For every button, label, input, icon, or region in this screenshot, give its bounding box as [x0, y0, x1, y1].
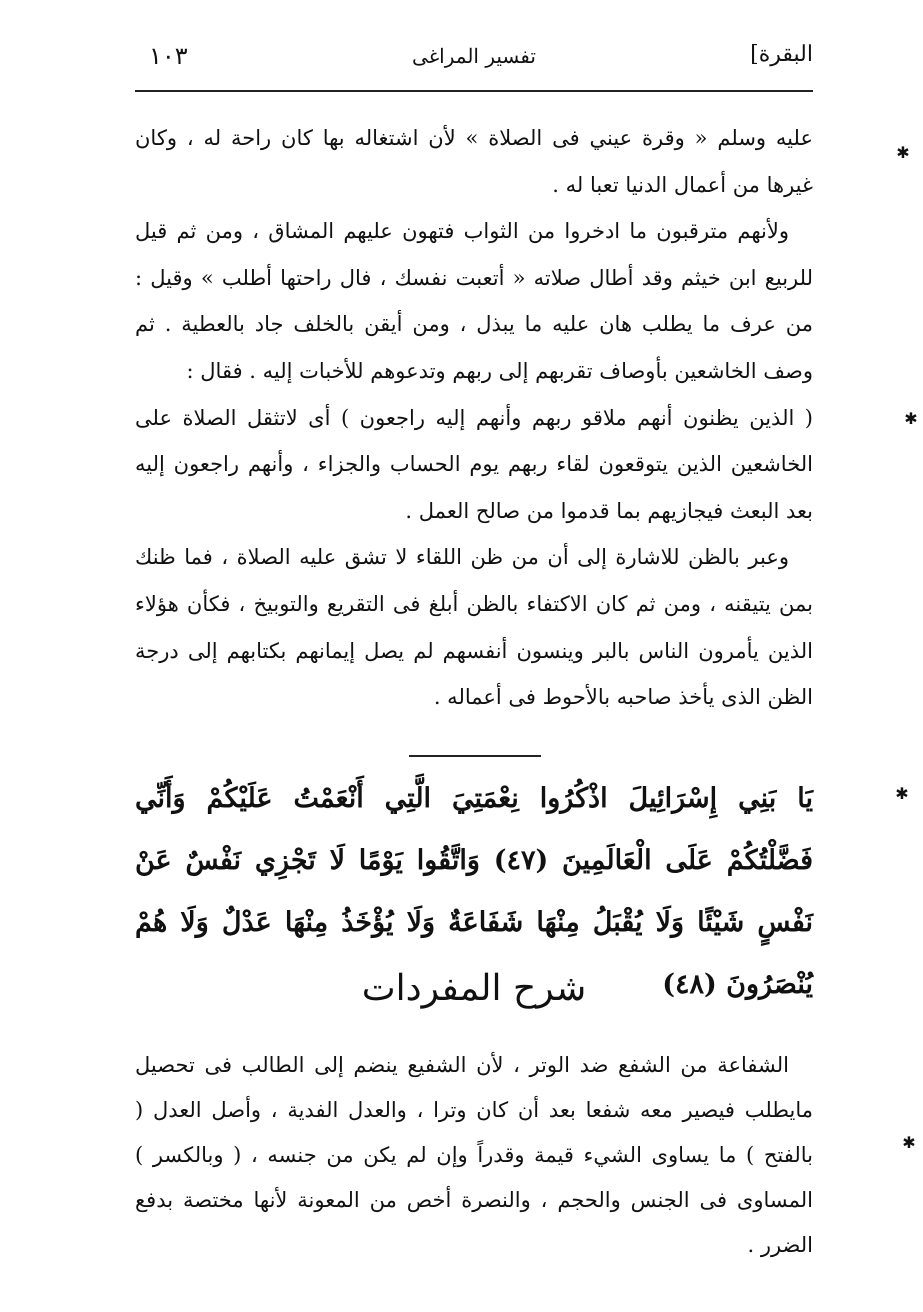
commentary-text — [135, 115, 813, 721]
vocabulary-definitions — [135, 1043, 813, 1268]
paragraph: وعبر بالظن للاشارة إلى أن من ظن اللقاء لا تشق عليه الصلاة ، فما ظنك بمن يتيقنه ، ومن ثم كان الاكتفاء بالظن أبلغ فى التقريع والتوبيخ ، فكأن هؤلاء الذين يأمرون الناس بالبر وينسون أنفسهم لم يصل إيمانهم بكتابهم إلى درجة الظن الذى يأخذ صاحبه بالأحوط فى أعماله . — [135, 545, 813, 710]
margin-ink-mark: ✱ — [895, 784, 909, 803]
margin-ink-mark: ✱ — [896, 143, 910, 162]
section-heading: شرح المفردات — [361, 968, 587, 1009]
margin-ink-mark: ✱ — [904, 409, 918, 428]
section-separator — [409, 755, 541, 757]
quran-verse: يَا بَنِي إِسْرَائِيلَ اذْكُرُوا نِعْمَتِيَ الَّتِي أَنْعَمْتُ عَلَيْكُمْ وَأَنِّي فَضَّلْتُكُمْ عَلَى الْعَالَمِينَ (٤٧) وَاتَّقُوا يَوْمًا لَا تَجْزِي نَفْسٌ عَنْ نَفْسٍ شَيْئًا وَلَا يُقْبَلُ مِنْهَا شَفَاعَةٌ وَلَا يُؤْخَذُ مِنْهَا عَدْلٌ وَلَا هُمْ يُنْصَرُونَ (٤٨) — [135, 783, 813, 1000]
margin-ink-mark: ✱ — [902, 1133, 916, 1152]
page-header — [135, 40, 813, 90]
book-title: تفسير المراغى — [412, 44, 536, 68]
paragraph: الشفاعة من الشفع ضد الوتر ، لأن الشفيع ينضم إلى الطالب فى تحصيل مايطلب فيصير معه شفعا بعد أن كان وترا ، والعدل الفدية ، وأصل العدل ( بالفتح ) ما يساوى الشيء قيمة وقدراً وإن لم يكن من جنسه ، ( وبالكسر ) المساوى فى الجنس والحجم ، والنصرة أخص من المعونة لأنها مختصة بدفع الضرر . — [135, 1053, 813, 1257]
paragraph: ولأنهم مترقبون ما ادخروا من الثواب فتهون عليهم المشاق ، ومن ثم قيل للربيع ابن خيثم وقد أطال صلاته « أتعبت نفسك ، فال راحتها أطلب » وقيل : من عرف ما يطلب هان عليه ما يبذل ، ومن أيقن بالخلف جاد بالعطية . ثم وصف الخاشعين بأوصاف تقربهم إلى ربهم وتدعوهم للأخبات إليه . فقال : — [135, 219, 813, 383]
chapter-name: البقرة] — [750, 42, 813, 67]
page-number: ١٠٣ — [149, 42, 188, 70]
paragraph: ( الذين يظنون أنهم ملاقو ربهم وأنهم إليه راجعون ) أى لاتثقل الصلاة على الخاشعين الذين يتوقعون لقاء ربهم يوم الحساب والجزاء ، وأنهم راجعون إليه بعد البعث فيجازيهم بما قدموا من صالح العمل . — [135, 405, 813, 523]
header-rule — [135, 90, 813, 92]
paragraph: عليه وسلم « وقرة عيني فى الصلاة » لأن اشتغاله بها كان راحة له ، وكان غيرها من أعمال الدنيا تعبا له . — [135, 126, 813, 197]
